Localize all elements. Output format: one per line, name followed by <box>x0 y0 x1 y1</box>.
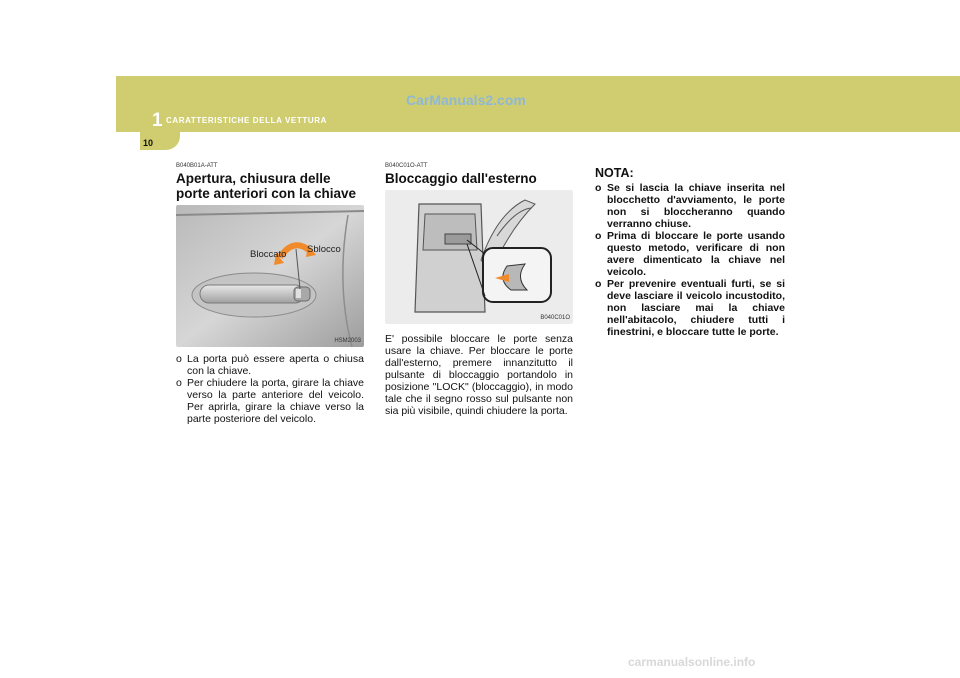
door-lock-illustration <box>385 190 573 324</box>
list-item-text: La porta può essere aperta o chiusa con la chiave. <box>187 353 364 377</box>
list-item <box>595 230 785 278</box>
bullet: o <box>176 377 182 389</box>
list-item-text: Per chiudere la porta, girare la chiave verso la parte anteriore del veicolo. Per aprirla, girare la chiave verso la parte posteriore del veicolo. <box>187 377 364 425</box>
bullet: o <box>595 230 602 242</box>
label-locked: Bloccato <box>250 249 287 260</box>
list-item <box>176 377 364 425</box>
list-item <box>595 182 785 230</box>
list-item <box>176 353 364 377</box>
section-title: Apertura, chiusura delle porte anteriori con la chiave <box>176 171 357 201</box>
list-item <box>595 278 785 338</box>
chapter-number: 1 <box>152 110 163 131</box>
chapter-title: CARATTERISTICHE DELLA VETTURA <box>166 116 327 125</box>
bullet: o <box>595 182 602 194</box>
footer-watermark: carmanualsonline.info <box>628 655 756 669</box>
door-handle-figure <box>176 205 364 347</box>
section-code: B040B01A-ATT <box>176 163 218 169</box>
list-item-text: Prima di bloccare le porte usando questo metodo, verificare di non avere dimenticato la chiave nel veicolo. <box>607 230 785 278</box>
note-title: NOTA: <box>595 166 634 180</box>
figure-code: B040C01O <box>540 315 570 321</box>
note-section <box>595 166 785 338</box>
list-item-text: Se si lascia la chiave inserita nel blocchetto d'avviamento, le porte non si bloccheranno quando verranno chiuse. <box>607 182 785 230</box>
section-title: Bloccaggio dall'esterno <box>385 171 537 186</box>
door-handle-illustration <box>176 205 364 347</box>
header-watermark: CarManuals2.com <box>406 92 526 108</box>
section-code: B040C01O-ATT <box>385 163 428 169</box>
page-number: 10 <box>143 138 154 148</box>
door-lock-figure <box>385 190 573 324</box>
bullet: o <box>176 353 182 365</box>
section-door-key <box>176 163 364 425</box>
bullet: o <box>595 278 602 290</box>
figure-code: HSM2003 <box>334 338 361 344</box>
section-body: E' possibile bloccare le porte senza usare la chiave. Per bloccare le porte dall'esterno, premere innanzitutto il pulsante di bloccaggio portandolo in posizione "LOCK" (bloccaggio), in modo tale che il segno rosso sul pulsante non sia più visibile, quindi chiudere la porta. <box>385 333 573 417</box>
list-item-text: Per prevenire eventuali furti, se si deve lasciare il veicolo incustodito, non lasciare mai la chiave nell'abitacolo, chiudere tutti i finestrini, e bloccare tutte le porte. <box>607 278 785 338</box>
note-list <box>595 182 785 338</box>
section-external-lock <box>385 163 573 417</box>
instruction-list <box>176 353 364 425</box>
label-unlocked: Sblocco <box>307 244 341 255</box>
